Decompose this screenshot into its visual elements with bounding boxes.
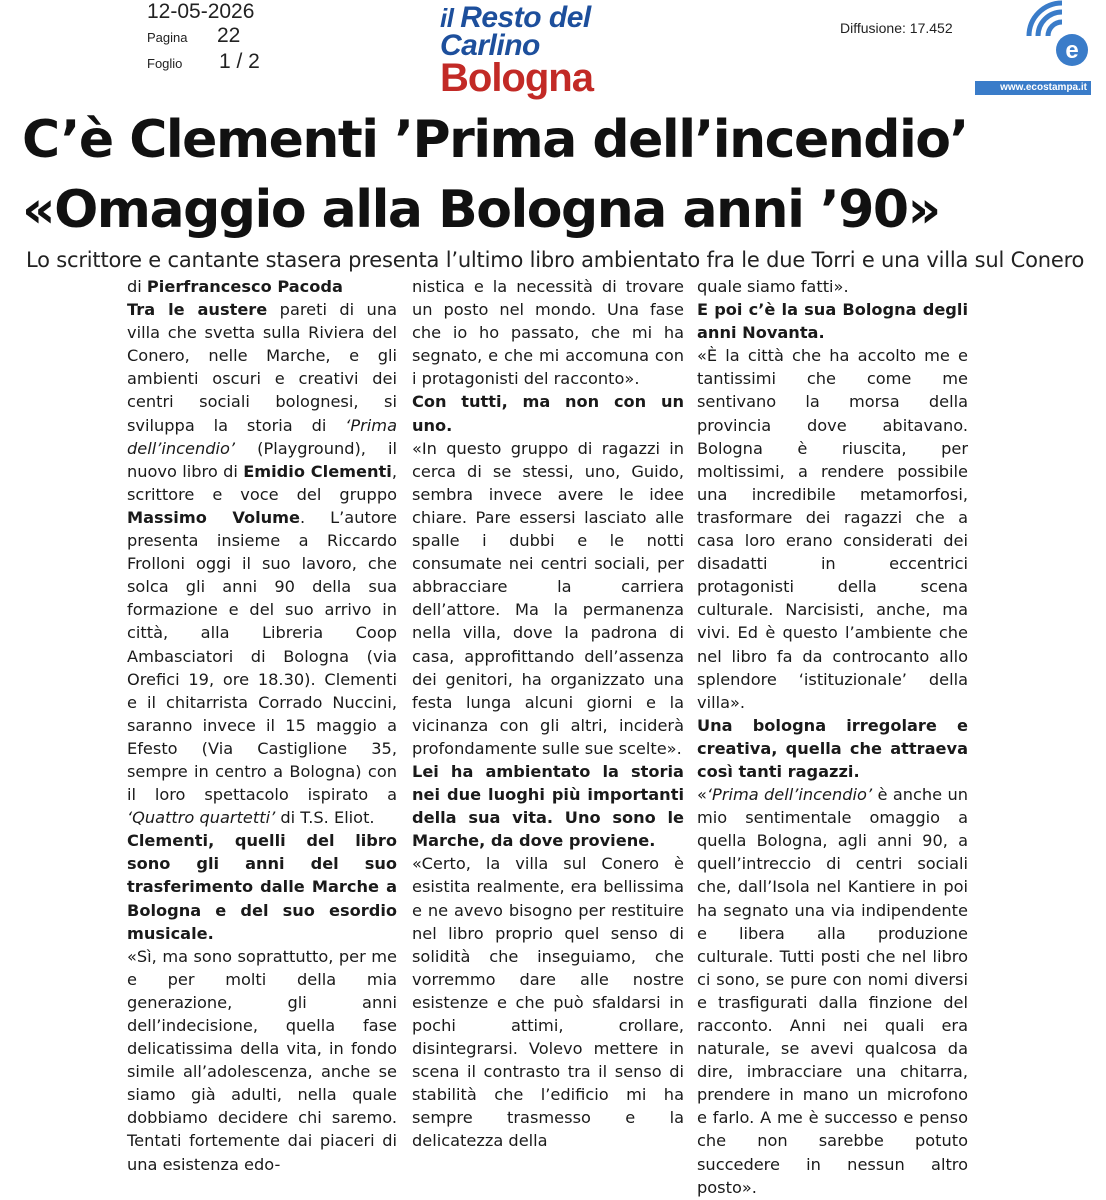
show-title: ‘Quattro quartetti’: [127, 808, 276, 828]
article-subheadline: Lo scrittore e cantante stasera presenta l’ultimo libro ambientato fra le due Torri e una villa sul Conero: [26, 248, 1085, 272]
interview-answer: quale siamo fatti».: [697, 277, 849, 296]
article-column-2: [412, 275, 684, 1153]
interview-question: E poi c’è la sua Bologna degli anni Novanta.: [697, 300, 968, 343]
ecostampa-logo-icon: [1026, 0, 1092, 72]
text-run: . L’autore presenta insieme a Riccardo Frolloni oggi il suo lavoro, che solca gli anni 90 della sua formazione e del suo arrivo in città, alla Libreria Coop Ambasciatori di Bologna (via Orefici 19, ore 18.30). Clementi e il chitarrista Corrado Nuccini, saranno invece il 15 maggio a Efesto (Via Castiglione 35, sempre in centro a Bologna) con il loro spettacolo ispirato a: [127, 507, 397, 805]
interview-question: Con tutti, ma non con un uno.: [412, 392, 684, 435]
interview-answer: «Certo, la villa sul Conero è esistita realmente, era bellissima e ne avevo bisogno per restituire nel libro proprio quel senso di solidità che inseguiamo, che vorremmo dare alle nostre esistenze e che può sfaldarsi in pochi attimi, crollare, disintegrarsi. Volevo mettere in scena il contrasto tra il senso di stabilità che l’edificio mi ha sempre trasmesso e la delicatezza della: [412, 854, 684, 1151]
page-label: Pagina: [147, 30, 188, 45]
ecostampa-url[interactable]: www.ecostampa.it: [975, 81, 1091, 95]
byline-author: Pierfrancesco Pacoda: [146, 277, 343, 296]
svg-text:e: e: [1065, 37, 1079, 64]
sheet-number: 1 / 2: [219, 50, 260, 73]
interview-answer: nistica e la necessità di trovare un posto nel mondo. Una fase che io ho passato, che mi ha segnato, e che mi accomuna con i protagonisti del racconto».: [412, 277, 684, 389]
circulation-figure: Diffusione: 17.452: [840, 20, 953, 36]
newspaper-masthead: [440, 1, 670, 100]
page-number: 22: [217, 24, 241, 47]
text-run: «: [697, 785, 707, 805]
text-run: di T.S. Eliot.: [275, 808, 375, 828]
band-name: Massimo Volume: [127, 507, 300, 527]
byline: [127, 275, 397, 298]
interview-answer: [697, 783, 968, 1199]
paragraph: [127, 298, 397, 829]
article-column-3: [697, 275, 968, 1199]
interview-answer: «In questo gruppo di ragazzi in cerca di se stessi, uno, Guido, sembra invece avere le idee chiare. Pare essersi lasciato alle spalle i dubbi e le notti consumate nei centri sociali, per abbracciare la carriera dell’attore. Ma la permanenza nella villa, dove la padrona di casa, approfittando dell’assenza dei genitori, ha organizzato una festa lunga alcuni giorni e la vicinanza con gli altri, inciderà profondamente sulle sue scelte».: [412, 438, 684, 758]
article-column-1: [127, 275, 397, 1176]
masthead-edition: Bologna: [440, 56, 593, 100]
interview-question: Una bologna irregolare e creativa, quella che attraeva così tanti ragazzi.: [697, 715, 968, 781]
masthead-name: Resto del Carlino: [440, 1, 591, 62]
interview-answer: «È la città che ha accolto me e tantissimi che come me sentivano la morsa della provincia dove abitavano. Bologna è riuscita, per moltissimi, a rendere possibile una incredibile metamorfosi, trasformare dei ragazzi che a casa loro erano considerati dei disadatti in eccentrici protagonisti della scena culturale. Narcisisti, anche, ma vivi. Ed è questo l’ambiente che nel libro fa da controcanto allo splendore ‘istituzionale’ della villa».: [697, 346, 968, 712]
text-run: (Playground), il nuovo libro di: [127, 438, 397, 481]
masthead-il: il: [440, 3, 454, 33]
article-headline-line-2: «Omaggio alla Bologna anni ’90»: [22, 180, 940, 240]
lead-in: Tra le austere: [127, 300, 268, 320]
byline-prefix: di: [127, 277, 147, 296]
interview-answer: «Sì, ma sono soprattutto, per me e per molti della mia generazione, gli anni dell’indecisione, quella fase delicatissima della vita, in fondo simile all’adolescenza, anche se siamo già adulti, nella quale dobbiamo decidere chi saremo. Tentati fortemente dai piaceri di una esistenza edo-: [127, 946, 397, 1174]
interview-question: Lei ha ambientato la storia nei due luoghi più importanti della sua vita. Uno sono le Marche, da dove proviene.: [412, 761, 684, 851]
book-title: ‘Prima dell’incendio’: [706, 785, 873, 805]
text-run: pareti di una villa che svetta sulla Riviera del Conero, nelle Marche, e gli ambienti oscuri e creativi dei centri sociali bolognesi, si sviluppa la storia di: [127, 300, 397, 435]
text-run: è anche un mio sentimentale omaggio a quella Bologna, agli anni 90, a quell’intreccio di centri sociali che, dall’Isola nel Kantiere in poi ha segnato una via indipendente e libera alla produzione culturale. Tutti posti che nel libro ci sono, se pure con nomi diversi e trasfigurati dalla finzione del racconto. Anni nei quali era naturale, se avevi qualcosa da dire, imbracciare una chitarra, prendere in mano un microfono e farlo. A me è successo e penso che non sarebbe potuto succedere in nessun altro posto».: [697, 785, 969, 1197]
interview-question: Clementi, quelli del libro sono gli anni del suo trasferimento dalle Marche a Bologna e del suo esordio musicale.: [127, 831, 397, 943]
author-name: Emidio Clementi: [243, 461, 392, 481]
book-title: ‘Prima dell’incendio’: [127, 415, 397, 458]
sheet-label: Foglio: [147, 56, 183, 71]
text-run: , scrittore e voce del gruppo: [127, 461, 397, 504]
clip-date: 12-05-2026: [147, 0, 255, 23]
article-headline-line-1: C’è Clementi ’Prima dell’incendio’: [22, 110, 968, 170]
